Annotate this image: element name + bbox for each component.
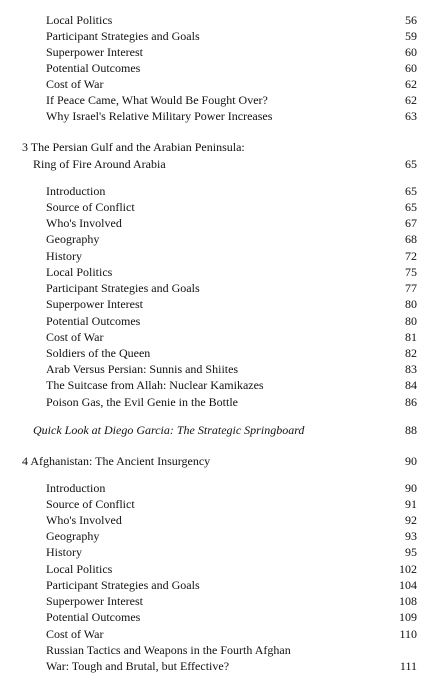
toc-entry: [0, 642, 439, 658]
toc-entry-page: 82: [405, 346, 417, 360]
toc-entry: [0, 394, 439, 410]
toc-entry-page: 108: [399, 594, 417, 608]
toc-entry-title: Quick Look at Diego Garcia: The Strategic Springboard: [33, 423, 305, 437]
toc-entry-title: Superpower Interest: [46, 45, 143, 59]
toc-entry-title: Local Politics: [46, 13, 113, 27]
toc-entry-page: 67: [405, 216, 417, 230]
toc-entry: [0, 92, 439, 108]
toc-entry: [0, 264, 439, 280]
toc-entry-title: Introduction: [46, 481, 106, 495]
toc-entry: [0, 593, 439, 609]
toc-entry: [0, 108, 439, 124]
toc-entry-title: History: [46, 545, 82, 559]
toc-entry-title: Cost of War: [46, 627, 104, 641]
toc-entry-page: 102: [399, 562, 417, 576]
toc-entry-page: 81: [405, 330, 417, 344]
toc-entry-title: Arab Versus Persian: Sunnis and Shiites: [46, 362, 239, 376]
toc-entry: [0, 248, 439, 264]
toc-chapter-title: Ring of Fire Around Arabia: [33, 157, 166, 171]
toc-entry: [0, 215, 439, 231]
toc-entry-title: War: Tough and Brutal, but Effective?: [46, 659, 230, 673]
toc-entry-title: Who's Involved: [46, 513, 122, 527]
toc-entry: [0, 231, 439, 247]
toc-entry-page: 72: [405, 249, 417, 263]
toc-entry-title: Superpower Interest: [46, 297, 143, 311]
toc-entry-page: 86: [405, 395, 417, 409]
toc-entry: [0, 313, 439, 329]
toc-entry: [0, 361, 439, 377]
toc-entry-page: 68: [405, 232, 417, 246]
toc-entry: [0, 329, 439, 345]
toc-entry-page: 90: [405, 454, 417, 468]
toc-entry-title: Local Politics: [46, 265, 113, 279]
toc-entry-title: Who's Involved: [46, 216, 122, 230]
toc-entry-page: 77: [405, 281, 417, 295]
toc-entry-title: Local Politics: [46, 562, 113, 576]
toc-entry: [0, 480, 439, 496]
toc-entry-page: 75: [405, 265, 417, 279]
toc-entry-page: 62: [405, 93, 417, 107]
toc-entry-title: Soldiers of the Queen: [46, 346, 151, 360]
toc-entry-page: 62: [405, 77, 417, 91]
toc-entry-page: 59: [405, 29, 417, 43]
toc-entry: [0, 296, 439, 312]
toc-entry-page: 92: [405, 513, 417, 527]
toc-chapter-heading: [0, 156, 439, 172]
toc-entry-page: 80: [405, 297, 417, 311]
toc-entry-title: Introduction: [46, 184, 106, 198]
toc-entry: [0, 44, 439, 60]
toc-entry-title: Participant Strategies and Goals: [46, 281, 200, 295]
toc-entry: [0, 12, 439, 28]
toc-entry-page: 60: [405, 61, 417, 75]
toc-entry-title: Russian Tactics and Weapons in the Fourth Afghan: [46, 643, 291, 657]
toc-entry: [0, 544, 439, 560]
toc-chapter-title: 3 The Persian Gulf and the Arabian Peninsula:: [22, 140, 245, 154]
toc-entry-title: Geography: [46, 529, 100, 543]
toc-entry-title: Potential Outcomes: [46, 314, 141, 328]
toc-entry: [0, 28, 439, 44]
toc-chapter-title: 4 Afghanistan: The Ancient Insurgency: [22, 454, 211, 468]
toc-entry: [0, 183, 439, 199]
toc-entry-title: Cost of War: [46, 330, 104, 344]
toc-entry-title: Participant Strategies and Goals: [46, 578, 200, 592]
toc-entry: [0, 280, 439, 296]
toc-entry-page: 80: [405, 314, 417, 328]
toc-entry-page: 83: [405, 362, 417, 376]
toc-entry: [0, 528, 439, 544]
toc-entry: [0, 199, 439, 215]
toc-entry-page: 90: [405, 481, 417, 495]
toc-entry-title: Why Israel's Relative Military Power Increases: [46, 109, 273, 123]
toc-chapter-heading: [0, 139, 439, 155]
toc-entry-title: Source of Conflict: [46, 200, 135, 214]
toc-entry-title: Potential Outcomes: [46, 610, 141, 624]
toc-entry-title: If Peace Came, What Would Be Fought Over?: [46, 93, 268, 107]
toc-entry: [0, 577, 439, 593]
toc-entry-title: History: [46, 249, 82, 263]
toc-chapter-heading: [0, 453, 439, 469]
toc-entry: [0, 60, 439, 76]
toc-entry-title: Geography: [46, 232, 100, 246]
toc-entry-page: 91: [405, 497, 417, 511]
toc-entry-title: Poison Gas, the Evil Genie in the Bottle: [46, 395, 238, 409]
toc-entry-page: 65: [405, 157, 417, 171]
toc-entry-title: Participant Strategies and Goals: [46, 29, 200, 43]
toc-entry: [0, 512, 439, 528]
toc-entry: [0, 496, 439, 512]
toc-entry: [0, 626, 439, 642]
toc-entry-page: 104: [399, 578, 417, 592]
toc-entry-page: 60: [405, 45, 417, 59]
toc-entry: [0, 561, 439, 577]
toc-entry-page: 95: [405, 545, 417, 559]
toc-entry-page: 110: [399, 627, 417, 641]
toc-quick-look-entry: [0, 422, 439, 438]
toc-entry: [0, 345, 439, 361]
toc-entry-title: Source of Conflict: [46, 497, 135, 511]
toc-entry-title: Potential Outcomes: [46, 61, 141, 75]
toc-entry: [0, 658, 439, 674]
toc-entry-page: 88: [405, 423, 417, 437]
toc-entry-title: Cost of War: [46, 77, 104, 91]
toc-entry-page: 63: [405, 109, 417, 123]
toc-entry-title: The Suitcase from Allah: Nuclear Kamikazes: [46, 378, 264, 392]
toc-entry-page: 65: [405, 184, 417, 198]
toc-entry: [0, 76, 439, 92]
toc-entry-page: 111: [399, 659, 417, 673]
toc-entry-page: 109: [399, 610, 417, 624]
toc-entry-page: 93: [405, 529, 417, 543]
toc-entry: [0, 377, 439, 393]
toc-entry: [0, 609, 439, 625]
toc-entry-page: 56: [405, 13, 417, 27]
toc-entry-page: 65: [405, 200, 417, 214]
toc-entry-page: 84: [405, 378, 417, 392]
toc-entry-title: Superpower Interest: [46, 594, 143, 608]
